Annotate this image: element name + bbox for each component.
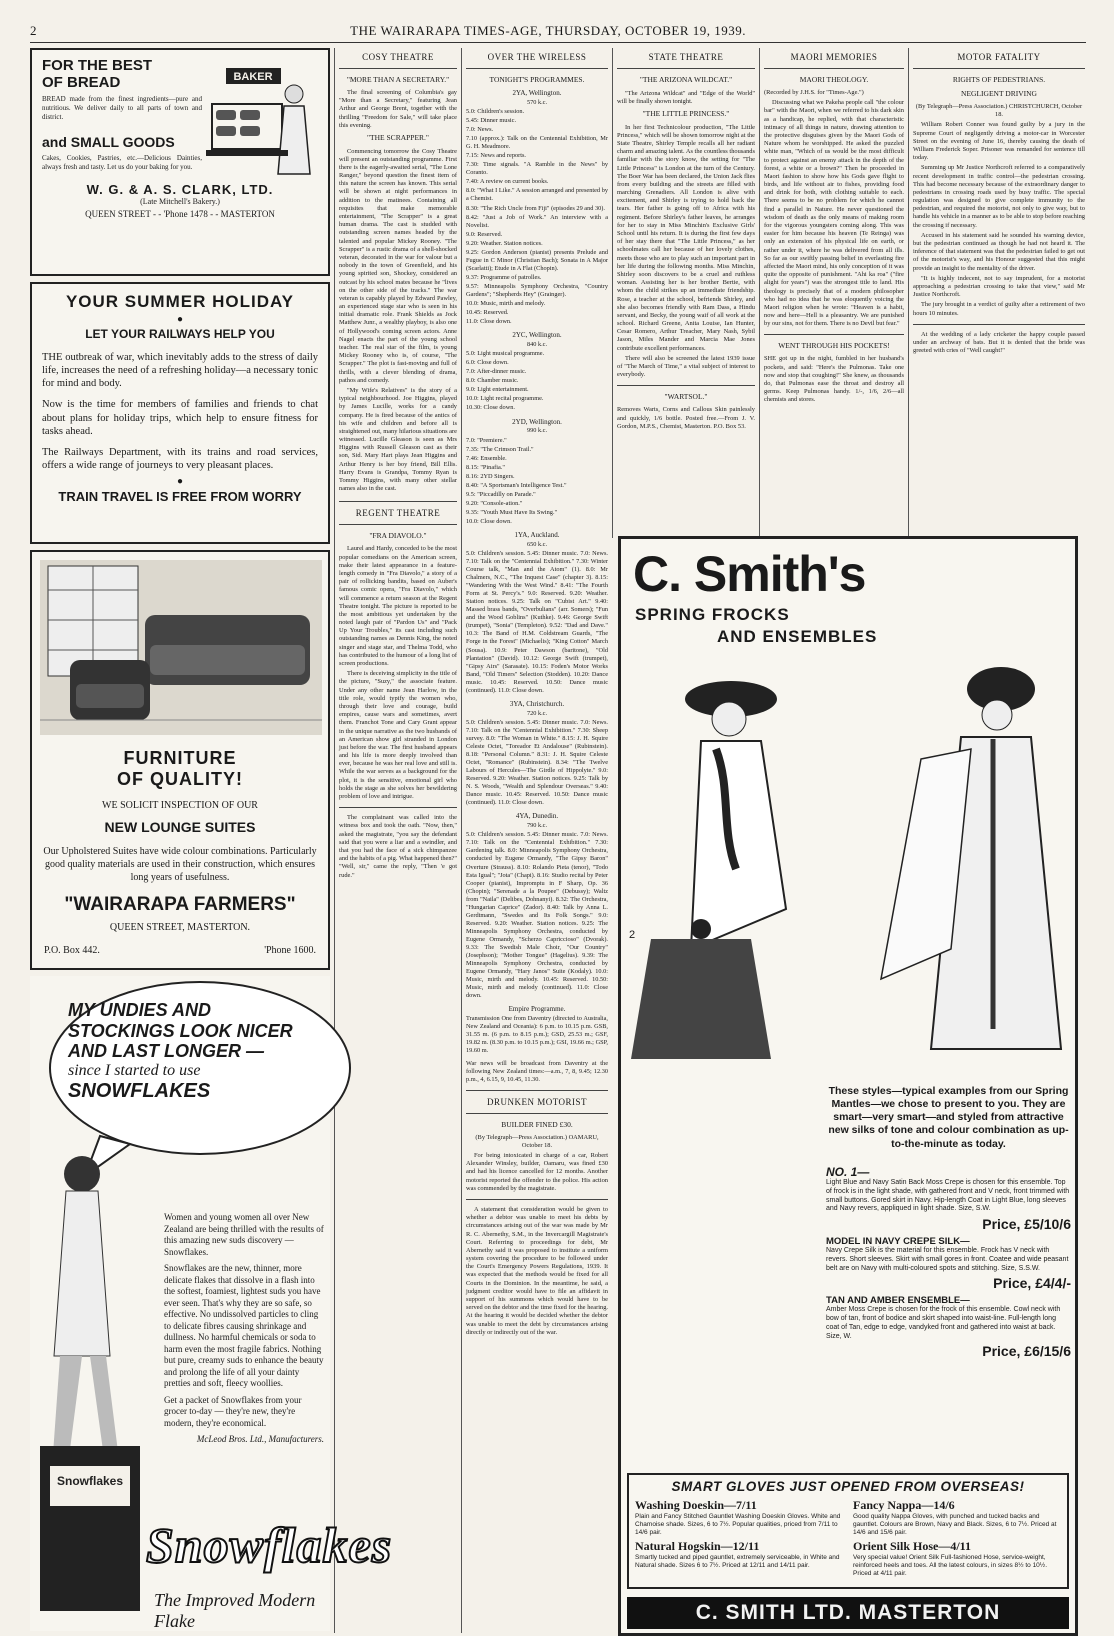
rule (339, 524, 457, 525)
page-number: 2 (30, 23, 37, 38)
railway-para-1: THE outbreak of war, which inevitably adds to the stress of daily life, increases the need of a refreshing holiday—a necessary tonic for mind and body. (42, 352, 318, 390)
cosy-heading: COSY THEATRE (362, 52, 434, 62)
rule (339, 68, 457, 69)
station-frequency: 990 k.c. (526, 427, 548, 435)
model-1-label: NO. 1— (826, 1165, 870, 1179)
smith-footer-banner: C. SMITH LTD. MASTERTON (627, 1597, 1069, 1629)
column-rule (461, 48, 462, 1633)
snowflakes-brand: Snowflakes (146, 1517, 393, 1573)
programme-item: 9.37: Programme of patrolles. (466, 273, 542, 281)
regent-body (339, 545, 457, 879)
station-heading: 2YA, Wellington. (512, 89, 562, 97)
regent-heading: REGENT THEATRE (355, 508, 441, 519)
wireless-heading: OVER THE WIRELESS (487, 52, 587, 62)
glove-3-body: Smartly tucked and piped gauntlet, extremely serviceable, in White and Natural shade. Sizes 6 to 7½. Priced at 12/11 and 14/11 pair. (635, 1554, 840, 1570)
motor-sub-2: NEGLIGENT DRIVING (961, 89, 1037, 98)
fashion-figures-illustration (621, 649, 1081, 1069)
regent-para-3: The complainant was called into the witness box and took the oath. "Now, then," asked the magistrate, "you say the defendant said that you were a liar and a swindler, and that you had the face of a sick chimpanzee and the habits of a pig. What happened then?" "Well, sir," came the reply, "Then 'e got rude." (339, 814, 457, 879)
railway-para-3: The Railways Department, with its trains and road services, offers a wide range of journeys to very pleasant places. (42, 446, 318, 471)
pockets-body: SHE got up in the night, fumbled in her husband's pockets, and said: "Here's the Pulmonas. Take one now and stop that coughing!" She knew, as thousands do, that Pulmonas ease the throat and destroy all germs. Keep Pulmonas handy. 1/-, 1/6, 2/6—all chemists and stores. (764, 355, 904, 404)
railway-para-2: Now is the time for members of families and friends to chat about plans for holiday trips, which help to ensure fitness for tasks ahead. (42, 399, 318, 437)
programme-item: 8.42: "Just a Job of Work." An interview with a Novelist. (466, 213, 608, 229)
column-state (617, 48, 755, 532)
snowflakes-para-3: Get a packet of Snowflakes from your grocer to-day — they're new, they're modern, they're economical. (164, 1394, 302, 1428)
motor-para-3: Accused in his statement said he sounded his warning device, but the pedestrian continued as though he had not heard it. The inference of that statement was that the pedestrian failed to get out of the motorist's way, and his Honour suggested that this might provide an insight to the mentality of the driver. (913, 231, 1085, 272)
cosy-para-1: The final screening of Columbia's gay "More than a Secretary," featuring Jean Arthur and George Brent, together with the thrilling "Freedom for Sale," will take place this evening. (339, 89, 457, 129)
rule (466, 1090, 608, 1091)
cosy-sub-2: "THE SCRAPPER." (367, 132, 429, 142)
model-1-body: Light Blue and Navy Satin Back Moss Crepe is chosen for this ensemble. Top of frock is in the light shade, with gathered front and V neck, front trimmed with small buttons. Gored skirt in Navy. Hip-length Coat in Light Blue, long sleeves and Navy revers, appliqued in light shade. Size, S.W. (826, 1179, 1070, 1213)
regent-sub: "FRA DIAVOLO." (369, 531, 427, 541)
rule (764, 334, 904, 335)
programme-item: 5.0: Children's session. 5.45: Dinner music. 7.0: News. 7.10: Talk on the "Centennial Exhibition." 7.30: Winter Course talk, "Man and the Atom" (1). 8.0: Mr Chalmers, N.C., "The Inquest Case" (chapter 3). 8.15: "Wandering With the West Wind." 8.41: "The Fourth Form at St. Percy's." 9.0: Reserved. 9.20: Weather. Station notices. 9.25: Talk on "Cubist Art." 9.40: Massed brass bands, "Overbulians" (arr. Somers); "Fun and the Wood Goblins" (Kuthke). 9.46: George Swift (trumpet), "Sonia" (Templeton). 9.52: "Dad and Dave." 10.3: The Band of H.M. Coldstream Guards, "The Forge in the Forest" (Michaelis); "King Cotton" March (Sousa). 10.9: Peter Dawson (baritone), "Old Plantation" (David). 10.12: George Swift (trumpet), "Gipsy Airs" (Sarasate). 10.15: Foden's Motor Works Band, "Old Timers" Selection (Stodden). 10.20: Dance music. 10.45: Reserved. 10.50: Dance music (continued). 11.0: Close down. (466, 549, 608, 694)
railway-heading-1: YOUR SUMMER HOLIDAY (65, 292, 295, 311)
station-frequency: 790 k.c. (526, 822, 548, 830)
regent-para-1: Laurel and Hardy, conceded to be the most popular comedians on the American screen, make their latest appearance in a feature-length comedy in "Fra Diavolo," a story of a pair of rollicking bandits, based on Auber's famous comic opera, "Fra Diavolo," which will commence a return season at the Regent Theatre tonight. The picture is reported to be the most ambitious yet undertaken by the noted laugh pair of "Pardon Us" and "Pack Up Your Troubles," its cast including such outstanding names as Dennis King, the noted singer and stage star, and Thelma Todd, who has contributed to the humour of a long list of screen productions. (339, 545, 457, 668)
maori-body-wrap (764, 89, 904, 328)
programme-item: 9.0: Light entertainment. (466, 386, 529, 394)
snowflakes-para-1: Women and young women all over New Zealand are being thrilled with the results of this amazing new suds discovery — Snowflakes. (164, 1212, 324, 1257)
cosy-body (339, 89, 457, 493)
rule (466, 1113, 608, 1114)
glove-2-name: Fancy Nappa—14/6 (853, 1498, 955, 1512)
programme-item: 10.0: Music, mirth and melody. (466, 300, 546, 308)
furniture-body: Our Upholstered Suites have wide colour combinations. Particularly good quality materials are used in their construction, which ensures long years of usefulness. (43, 846, 317, 883)
c-smiths-ad (618, 536, 1078, 1636)
maori-body: Discussing what we Pakeha people call "the colour bar" with the Maori, when we referred to his dark skin as a handicap, he replied, with that characteristic intimacy of all things in nature, drawing attention to the protective disguises given by the Maori Gods of Nature whom he worshipped. He asked the puzzled white man, "Which of us would be the most difficult to protect against an enemy attack in the depth of the forest, a white or a brown?" Then he proceeded in Maori fashion to show how his Gods gave flight to birds, and life without air to fishes, providing food and drink for both, with clothing suitable to each. There seems to be no problem for which he cannot find a parallel in Nature. He never questioned the wisdom of death as the only means of making room for the vigorous youngsters coming along. This was easier for him because his heaven (Te Reinga) was only an extension of his physical life on earth, or rather under it, where he was delivered from all ills. So far as our swiftly passing belief in everlasting fire affected the Maori mind, his only conception of it was quite the opposite of punishment. "Ahi ka roa" ("fire alight for years") was the strongest title to land. His theology is precisely that of a modern philosopher who had no idea that he was eloquently voicing the Maori religion when he wrote: "Heaven is a habit, now and here—Hell is a pleasantry. We are punished by our sins, not for them. There is no Devil but fear." (764, 99, 904, 328)
glove-item-4 (853, 1539, 1061, 1577)
glove-1-name: Washing Doeskin—7/11 (635, 1498, 757, 1512)
baker-illustration (206, 64, 316, 179)
station-frequency: 720 k.c. (526, 709, 548, 717)
model-3-heading: TAN AND AMBER ENSEMBLE— (826, 1295, 970, 1307)
maori-sub: MAORI THEOLOGY. (799, 75, 869, 84)
motor-para-6: At the wedding of a lady cricketer the happy couple passed under an archway of bats. But it is denied that the bride was greeted with cries of "Well caught!" (913, 330, 1085, 355)
motorist-sub: BUILDER FINED £30. (501, 1119, 573, 1129)
programme-item: 5.45: Dinner music. (466, 117, 517, 125)
programme-item: 10.0: Light recital programme. (466, 395, 544, 403)
glove-4-body: Very special value! Orient Silk Full-fashioned Hose, service-weight, reinforced heels and toes. All the latest colours, in sizes 8½ to 10½. Priced at 4/11 pair. (853, 1554, 1048, 1577)
station-list (466, 89, 608, 1056)
furniture-heading-2: OF QUALITY! (117, 769, 243, 789)
gloves-grid (635, 1498, 1061, 1578)
snowflakes-tagline: The Improved Modern Flake (154, 1590, 316, 1631)
figure-number: 2 (629, 929, 636, 941)
bubble-line-3: AND LAST LONGER — (68, 1041, 264, 1062)
station-heading: 4YA, Dunedin. (515, 812, 559, 821)
baker-sign-text: BAKER (233, 71, 273, 83)
programme-item: 7.35: "The Crimson Trail." (466, 445, 534, 453)
masthead-title: THE WAIRARAPA TIMES-AGE, THURSDAY, OCTOBER 19, 1939. (350, 23, 746, 38)
programme-item: 7.46: Ensemble. (466, 454, 507, 462)
programme-item: Transmission One from Daventry (directed to Australia, New Zealand and Oceania): 6 p.m. to 10.15 p.m. GSB, 31.55 m. (6 p.m. to 8.15 p.m.); GSD, 25.53 m.; GSF, 19.82 m. (8.30 p.m. to 10.15 p.m.); GSI, 19.66 m.; GSP, 19.60 m. (466, 1015, 608, 1055)
programme-item: 11.0: Close down. (466, 318, 512, 326)
lounge-suite-illustration (40, 560, 322, 735)
masthead (30, 22, 1086, 40)
motorist-body (466, 1134, 608, 1337)
programme-item: 9.5: "Piccadilly on Parade." (466, 490, 536, 498)
furniture-line-1: WE SOLICIT INSPECTION OF OUR (102, 800, 258, 811)
state-para-1: "The Arizona Wildcat" and "Edge of the World" will be finally shown tonight. (617, 89, 755, 105)
programme-item: 10.30: Close down. (466, 404, 515, 412)
programme-item: 10.45: Reserved. (466, 309, 509, 317)
programme-item: 6.0: Close down. (466, 359, 509, 367)
maori-byline: (Recorded by J.H.S. for "Times-Age.") (764, 89, 864, 96)
programme-item: 7.30: Time signals. "A Ramble in the News" by Coranto. (466, 161, 608, 177)
programme-item: 9.35: "Youth Must Have Its Swing." (466, 508, 558, 516)
glove-item-2 (853, 1498, 1061, 1536)
programme-item: 9.20: "Console-ation." (466, 499, 523, 507)
programme-item: 5.0: Children's session. 5.45: Dinner music. 7.0: News. 7.10: Talk on the "Centennial Exhibition." 7.30: Gardening talk. 8.0: Minneapolis Symphony Orchestra, conducted by Eugene Ormandy, "The Gipsy Baron" Overture (Strauss). 8.10: Rolando Pieta (tenor), "Todo Esta Igual"; "Jota" (Chapi). 8.16: Studio recital by Peter Cooper (pianist), Impromptu in F Sharp, Op. 36 (Chopin); "Serenade a la Poupee" (Debussy); Waltz from "Naila" (Delibes, Dohnanyi). 8.32: The Orchestra, "Hungarian Caprice" (Zador). 8.40: Talk by Anna L. Gerdtmann, "Swedes and Its Folk Songs." 9.0: Reserved. 9.20: Weather. Station notices. 9.25: The Minneapolis Symphony Orchestra, conducted by Eugene Ormandy, "Scherzo Capriccioso" (Dvorak). 9.33: The Swedish Male Choir, "Our Country" (Josephson); "Mother Tongue" (Hagelius). 9.39: The Minneapolis Symphony Orchestra, conducted by Eugene Ormandy, "Hary Janos" Suite (Kodaly). 10.0: Music, mirth and melody. 10.45: Reserved. 10.50: Music, mirth and melody (continued). 11.0: Close down. (466, 831, 608, 1000)
snowflakes-para-2: Snowflakes are the new, thinner, more delicate flakes that dissolve in a flash into the softest, foamiest, lightest suds you have ever seen. That's why they are so safe, so effective. No undissolved particles to cling to delicate fibres causing shrinkage and dullness. No harmful chemicals or soda to harm even the most fragile fabrics. Nothing but pure, creamy suds to enhance the beauty and prolong the life of all your dainty pretties and soft, fleecy woollies. (164, 1263, 324, 1389)
rule (339, 807, 457, 808)
rule (913, 324, 1085, 325)
furniture-box: P.O. Box 442. (44, 945, 100, 956)
column-rule (612, 48, 613, 538)
bread-goods: Cakes, Cookies, Pastries, etc.—Delicious Dainties, always fresh and tasty. Let us do your baking for you. (42, 154, 202, 172)
station-heading: 3YA, Christchurch. (509, 699, 565, 708)
wireless-sub: TONIGHT'S PROGRAMMES. (489, 75, 585, 84)
railway-heading-2: LET YOUR RAILWAYS HELP YOU (85, 327, 275, 341)
station-frequency: 570 k.c. (526, 98, 548, 106)
glove-1-body: Plain and Fancy Stitched Gauntlet Washing Doeskin Gloves. White and Chamoise shade. Sizes, 6 to 7½. Popular qualities, priced from 7/11 to 14/6 pair. (635, 1513, 841, 1536)
motor-body (913, 103, 1085, 355)
column-theatres (339, 48, 457, 1633)
station-heading: 1YA, Auckland. (514, 530, 560, 539)
programme-item: 10.0: Close down. (466, 517, 512, 525)
maori-heading: MAORI MEMORIES (790, 52, 878, 62)
glove-4-name: Orient Silk Hose—4/11 (853, 1539, 972, 1554)
bread-heading-3: and SMALL GOODS (42, 134, 175, 151)
programme-item: 7.40: A review on current books. (466, 178, 549, 186)
motor-heading: MOTOR FATALITY (957, 52, 1041, 62)
motorist-para-2: A statement that consideration would be given to whether a debtor was unable to meet his debts by circumstances arising out of the war was made by Mr R. C. Abernethy, S.M., in the Invercargill Magistrate's Court. Referring to proceedings for debt, Mr Abernethy said it was proposed to institute a uniform system covering the procedure to be followed under the Court's Emergency Powers Regulations, 1939. It was expected that the methods would be fixed for all Courts in the Dominion. In the meantime, he said, a judgment creditor would have to file an affidavit in support of his summons which would have to be served on the debtor and the time fixed for the hearing. At the hearing it would be decided whether the debtor was unable to meet the debt by circumstances arising directly or indirectly out of the war. (466, 1205, 608, 1336)
railway-footer: TRAIN TRAVEL IS FREE FROM WORRY (58, 489, 302, 504)
glove-item-3 (635, 1539, 843, 1577)
rule (617, 68, 755, 69)
programme-item: 8.40: "A Sportsman's Intelligence Test." (466, 481, 567, 489)
wartsol-heading: "WARTSOL." (664, 392, 708, 402)
pockets-heading: WENT THROUGH HIS POCKETS! (778, 341, 890, 351)
bread-address: QUEEN STREET - - 'Phone 1478 - - MASTERTON (85, 209, 275, 220)
programme-item: 7.0: After-dinner music. (466, 368, 527, 376)
state-sub-1: "THE ARIZONA WILDCAT." (639, 75, 733, 84)
rule (913, 68, 1085, 69)
furniture-line-2: NEW LOUNGE SUITES (104, 819, 256, 835)
smith-heading-2: AND ENSEMBLES (717, 627, 878, 646)
state-heading: STATE THEATRE (648, 52, 724, 62)
programme-item: 5.0: Light musical programme. (466, 350, 545, 358)
motor-para-2: Summing up Mr Justice Northcroft referred to a comparatively recent development in traffic control—the pedestrian crossing. This had become necessary because of the extraordinary danger to pedestrians in crossing roads used by busy traffic. The special regulation was designed to give complete immunity to the pedestrian, and required the motorist, not only to give way, but to handle his vehicle in a manner as to be able to stop before reaching the crossing if necessary. (913, 164, 1085, 229)
bread-ad (30, 48, 330, 276)
programme-item: 5.0: Children's session. 5.45: Dinner music. 7.0: News. 7.10: Talk on the "Centennial Exhibition." 7.30: Sheep survey. 8.0: "The Woman in White." 8.15: J. H. Squire Celeste Octet, "Toreador Et Andalouse" (Rubinstein). 8.18: "Personal Column." 8.31: J. H. Squire Celeste Octet, "Romance" (Rubinstein). 8.34: "The Twelve Labours of Hercules—The Girdle of Hippolyte." 9.0: Reserved. 9.20: Weather. Station notices. 9.25: Talk by N. S. Woods, "Wealth and Splendour Overseas." 9.40: Dance music. 10.45: Reserved. 10.50: Dance music (continued). 11.0: Close down. (466, 718, 608, 807)
cosy-para-2: Commencing tomorrow the Cosy Theatre will present an outstanding programme. First there is the eagerly-awaited serial, "The Lone Ranger," beyond question the finest item of this nature the screen has known. This serial will be shown at night performances in addition to the matinees. Containing all requisites that make memorable entertainment, "The Scrapper" is a great human drama. The cast is studded with outstanding screen names headed by the talented and popular Mickey Rooney. "The Scrapper" is a rustic drama of a shell-shocked veteran, decorated in the war for valour but a nobody in the town of Greenfield, and his young spirited son, Shockey, considered an outcast by his school mates because he "lives on the other side of the tracks." The war veteran is capably played by Edward Pawley, an experienced stage star who is seen in his initial dramatic role. Frank Shields as Jock Matthew Junr., a wealthy playboy, is also one of Hollywood's coming screen actors. Anne Nagel enacts the part of the young school teacher. The real star of the film, is young Mickey Rooney who is, of course, "The Scrapper." The plot is fast-moving and full of thrills, with a clever blending of drama, pathos and comedy. (339, 147, 457, 384)
snowflakes-copy (164, 1212, 324, 1446)
furniture-firm: "WAIRARAPA FARMERS" (64, 894, 296, 915)
programme-item: 7.15: News and reports. (466, 152, 526, 160)
programme-item: 7.0: "Premiere." (466, 436, 507, 444)
programme-item: 7.10 (approx.): Talk on the Centennial Exhibition, Mr G. H. Meadmore. (466, 135, 608, 151)
motor-para-1: William Robert Conner was found guilty by a jury in the Supreme Court of negligently driving a motor-car in Worcester Street on the evening of June 16, thereby causing the death of William Frederick Soper. Prisoner was remanded for sentence till today. (913, 121, 1085, 162)
model-2-heading: MODEL IN NAVY CREPE SILK— (826, 1236, 970, 1247)
programme-item: 8.0: "What I Like." A session arranged and presented by a Chemist. (466, 187, 608, 203)
bread-firm: W. G. & A. S. CLARK, LTD. (86, 182, 274, 198)
programme-item: 8.30: "The Rich Uncle from Fiji" (episodes 29 and 30). (466, 204, 605, 212)
model-3-body: Amber Moss Crepe is chosen for the frock of this ensemble. Cowl neck with bow of tan, front of bodice and skirt shaped into waist-line. Full-length long coat of Tan, edge to edge, vandyked front and gathered into waist at back. Size, W. (826, 1306, 1061, 1340)
cosy-sub-1: "MORE THAN A SECRETARY." (346, 75, 450, 84)
bullet-icon: ● (176, 476, 184, 487)
state-para-2: In her first Technicolour production, "The Little Princess," which will be shown tomorrow night at the State Theatre, Shirley Temple recalls all her radiant charm and amazing talent. As the countless thousands familiar with the story know, the setting for "The Little Princess" is London at the turn of the Century. The Boer War has been declared, the Union Jack flies from every building and the streets are filled with marching Grenadiers. All London is alive with excitement, and Shirley is trying to hold back the tears. Her father is going off to Africa with his regiment. Before Shirley's father leaves, he arranges for her to stay in Miss Minchin's Exclusive Girls' School until his return. It is during the first few days of her stay there that "The Little Princess," as her schoolmates call her because of her lovely clothes, meets those who are to play such an important part in her life during the following months. Miss Minchin, Shirley soon discovers to be a cruel and ruthless woman. Assisting her is her brother Bertie, with whom the child strikes up an immediate friendship. Rose, a teacher at the school, befriends Shirley, and she also becomes friendly with Ram Dass, a Hindu servant, and Becky, the young waif of all work at the school. Richard Greene, Anita Louise, Ian Hunter, Cesar Romero, Arthur Treacher, Mary Nash, Sybil Jason, Miles Mander and Marcia Mae Jones contribute excellent performances. (617, 123, 755, 352)
glove-2-body: Good quality Nappa Gloves, with punched and tucked backs and gauntlet. Colours are Brown, Navy and Black. Sizes, 6 to 7½. Priced at 14/6 and 15/6 pair. (853, 1513, 1057, 1536)
gloves-panel (627, 1473, 1069, 1589)
rule (339, 501, 457, 502)
wartsol-body: Removes Warts, Corns and Callous Skin painlessly and quickly, 1/6 bottle. Posted free.—From J. V. Gordon, M.P.S., Chemist, Masterton. P.O. Box 53. (617, 406, 755, 430)
motorist-heading: DRUNKEN MOTORIST (486, 1096, 588, 1107)
motor-para-4: "It is highly indecent, not to say imprudent, for a motorist approaching a pedestrian crossing to take that view," said Mr Justice Northcroft. (913, 274, 1085, 299)
motor-sub-1: RIGHTS OF PEDESTRIANS. (952, 75, 1046, 84)
programme-item: 9.57: Minneapolis Symphony Orchestra, "Country Gardens"; "Shepherds Hey" (Grainger). (466, 282, 608, 298)
bullet-icon: ● (176, 314, 184, 325)
station-frequency: 650 k.c. (526, 540, 548, 548)
railway-ad (30, 282, 330, 544)
pack-label: Snowflakes (56, 1474, 124, 1488)
furniture-heading-1: FURNITURE (123, 748, 237, 768)
smith-models (826, 1165, 1071, 1359)
rule (466, 68, 608, 69)
model-2-price: Price, £4/4/- (993, 1275, 1071, 1292)
model-2-body: Navy Crepe Silk is the material for this ensemble. Frock has V neck with revers. Short sleeves. Skirt with small gores in front. Coatee and wide peasant belt are on Navy with multi-coloured spots and stitching. Size, S.S.W. (826, 1247, 1069, 1272)
model-3-price: Price, £6/15/6 (982, 1343, 1071, 1360)
station-heading: 2YD, Wellington. (512, 417, 562, 426)
programme-item: 8.16: 2YD Singers. (466, 472, 515, 480)
furniture-ad (30, 550, 330, 970)
column-maori (764, 48, 904, 532)
furniture-contact (40, 945, 320, 956)
glove-3-name: Natural Hogskin—12/11 (635, 1539, 760, 1554)
motor-dateline: (By Telegraph—Press Association.) CHRISTCHURCH, October 18. (915, 103, 1083, 119)
programme-item: 7.0: News. (466, 126, 494, 134)
regent-para-2: There is deceiving simplicity in the title of the picture, "Suzy," the associate feature. Under any other name Jean Harlow, in the title role, would typify the women who, through their love and courage, build empires, cause wars and sometimes, avert them. Franchot Tone and Cary Grant appear in the unique narrative as the two husbands of an American show girl stranded in London just before the war. The first husband appears and his life is more deeply involved than ever, because he was her real love and still is. While the war serves as a background for the plot, it is the sensitive, emotional girl who holds the stage as she solves her bewildering problem of love and intrigue. (339, 670, 457, 801)
furniture-address: QUEEN STREET, MASTERTON. (109, 922, 251, 933)
bubble-line-1: MY UNDIES AND (68, 1000, 212, 1020)
smith-intro: These styles—typical examples from our Spring Mantles—we chose to present to you. They are smart—very smart—and styled from attractive new silks of tone and colour combination as up-to-the-minute as today. (828, 1085, 1069, 1150)
station-heading: 2YC, Wellington. (512, 331, 562, 340)
column-motor (913, 48, 1085, 532)
model-1-price: Price, £5/10/6 (982, 1216, 1071, 1232)
furniture-phone: 'Phone 1600. (264, 945, 316, 956)
bread-intro: BREAD made from the finest ingredients—pure and nutritious. We deliver daily to all parts of town and district. (42, 95, 202, 122)
state-body (617, 75, 755, 379)
bread-firm-note: (Late Mitchell's Bakery.) (140, 197, 220, 207)
rule (764, 68, 904, 69)
programme-item: 9.0: Reserved. (466, 230, 503, 238)
column-rule (759, 48, 760, 538)
cosy-para-3: "My Wife's Relatives" is the story of a typical neighbourhood. Joe Higgins, played by James Lucille, works for a candy company. He is fired because of the antics of his wife and children and before all is straightened out, many hilarious situations are witnessed. Lucille Gleason is seen as Mrs Higgins with Russell Gleason cast as their son, Sid. Mary Hart plays Jean Higgins and Arthur Henry is her boy friend, Bill Ellis. Harry Evans is Grandpa, Tommy Ryan is Tommy Higgins, with many other stellar names also in the cast. (339, 386, 457, 493)
station-heading: Empire Programme. (508, 1005, 566, 1014)
smith-brand: C. Smith's (633, 546, 866, 602)
state-para-3: There will also be screened the latest 1939 issue of "The March of Time," a vital subject of interest to everybody. (617, 354, 755, 379)
rule (617, 385, 755, 386)
motor-para-5: The jury brought in a verdict of guilty after a retirement of two hours 10 minutes. (913, 301, 1085, 317)
bubble-line-2: STOCKINGS LOOK NICER (68, 1020, 293, 1041)
bread-heading-1: FOR THE BEST (42, 57, 153, 74)
bubble-line-4: since I started to use (68, 1062, 201, 1080)
programme-item: 8.15: "Pinafia." (466, 463, 505, 471)
programme-item: 9.20: Weather. Station notices. (466, 239, 543, 247)
snowflakes-maker: McLeod Bros. Ltd., Manufacturers. (196, 1434, 324, 1445)
motorist-para-1: For being intoxicated in charge of a car, Robert Alexander Winsley, builder, Oamaru, was fined £30 and had his licence cancelled for 12 months. Another motorist reported the offender to the police. His action was commended by the magistrate. (466, 1152, 608, 1192)
bubble-line-5: SNOWFLAKES (68, 1080, 211, 1103)
station-frequency: 840 k.c. (526, 341, 548, 349)
programme-item: 8.0: Chamber music. (466, 377, 519, 385)
bread-heading-2: OF BREAD (42, 73, 121, 91)
gloves-heading: SMART GLOVES JUST OPENED FROM OVERSEAS! (671, 1479, 1025, 1494)
glove-item-1 (635, 1498, 843, 1536)
column-wireless (466, 48, 608, 1633)
war-news: War news will be broadcast from Daventry at the following New Zealand times:—a.m., 7, 8, 9.45; 12.30 p.m., 4, 6.15, 9, 10.45, 11.30. (466, 1059, 608, 1083)
masthead-rule (30, 42, 1086, 43)
snowflakes-bubble (68, 1000, 338, 1103)
programme-item: 5.0: Children's session. (466, 108, 525, 115)
snowflakes-ad (30, 976, 393, 1631)
programme-item: 9.25: Gordon Anderson (pianist) presents Prelude and Fugue in C Minor (Christian Bach); Sonata in A Major (Scarlatti); Etude in A Flat (Chopin). (466, 248, 608, 272)
rule (466, 1199, 608, 1200)
column-rule (334, 48, 335, 1633)
column-rule (908, 48, 909, 538)
state-sub-2: "THE LITTLE PRINCESS." (642, 108, 730, 118)
motorist-dateline: (By Telegraph—Press Association.) OAMARU, October 18. (475, 1133, 599, 1149)
smith-heading-1: SPRING FROCKS (635, 605, 790, 624)
